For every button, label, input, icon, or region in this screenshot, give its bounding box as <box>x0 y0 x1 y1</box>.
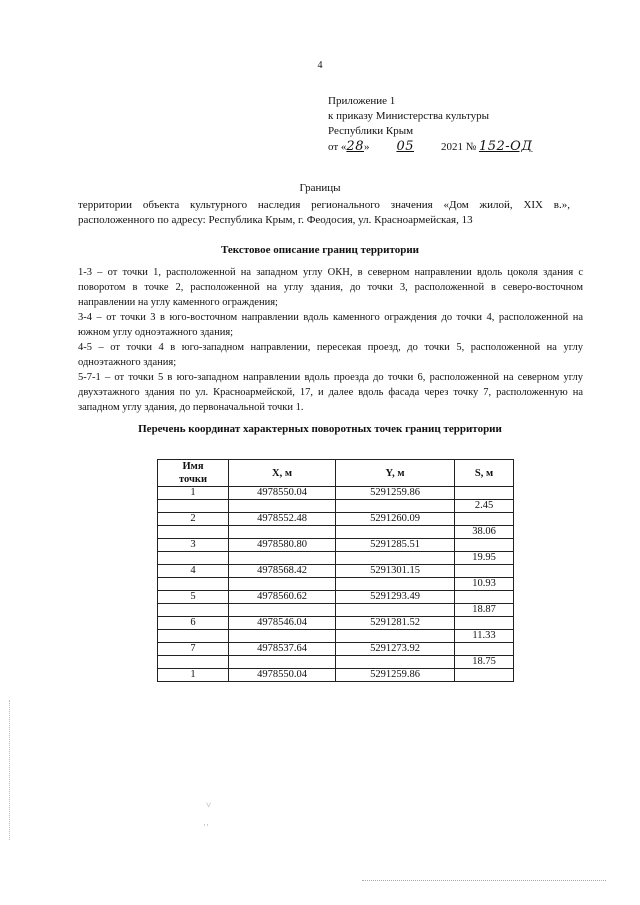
table-row-distance <box>158 604 514 617</box>
cell-s: 18.87 <box>455 604 514 617</box>
cell-s-empty <box>455 487 514 500</box>
appendix-line-3: Республики Крым <box>328 125 414 137</box>
table-row <box>158 643 514 656</box>
table-row <box>158 487 514 500</box>
table-row-distance <box>158 578 514 591</box>
col-x-header: X, м <box>229 460 336 487</box>
cell-empty <box>158 552 229 565</box>
description-heading: Текстовое описание границ территории <box>220 244 420 256</box>
cell-empty <box>229 630 336 643</box>
cell-s: 18.75 <box>455 656 514 669</box>
table-row <box>158 591 514 604</box>
cell-x: 4978568.42 <box>229 565 336 578</box>
cell-x: 4978550.04 <box>229 487 336 500</box>
cell-y: 5291293.49 <box>336 591 455 604</box>
date-year: 2021 № <box>440 141 477 153</box>
cell-s-empty <box>455 643 514 656</box>
col-point-line1: Имя <box>182 461 204 472</box>
cell-empty <box>158 578 229 591</box>
cell-point: 4 <box>158 565 229 578</box>
cell-y: 5291259.86 <box>336 487 455 500</box>
date-mid: » <box>363 141 370 153</box>
cell-empty <box>229 604 336 617</box>
col-point-header <box>158 460 229 487</box>
cell-y: 5291259.86 <box>336 669 455 682</box>
order-number: 152-ОД <box>478 139 533 154</box>
cell-point: 1 <box>158 487 229 500</box>
cell-empty <box>336 526 455 539</box>
cell-point: 1 <box>158 669 229 682</box>
cell-y: 5291260.09 <box>336 513 455 526</box>
cell-point: 2 <box>158 513 229 526</box>
cell-s: 38.06 <box>455 526 514 539</box>
cell-empty <box>229 578 336 591</box>
cell-s: 11.33 <box>455 630 514 643</box>
cell-y: 5291285.51 <box>336 539 455 552</box>
col-y-header: Y, м <box>336 460 455 487</box>
cell-empty <box>229 656 336 669</box>
table-row <box>158 669 514 682</box>
description-paragraph: 1-3 – от точки 1, расположенной на западном углу ОКН, в северном направлении вдоль цоколя здания с поворотом в точке 2, расположенной на углу здания, до точки 3, расположенной в северо-восточном направлении на углу каменного ограждения; <box>78 267 583 308</box>
cell-empty <box>229 552 336 565</box>
cell-empty <box>158 604 229 617</box>
cell-empty <box>158 656 229 669</box>
appendix-date-line <box>328 139 532 155</box>
cell-x: 4978550.04 <box>229 669 336 682</box>
cell-empty <box>336 500 455 513</box>
date-month: 05 <box>396 139 414 154</box>
coordinates-table <box>157 459 514 682</box>
cell-s-empty <box>455 591 514 604</box>
cell-s-empty <box>455 669 514 682</box>
document-subtitle: территории объекта культурного наследия регионального значения «Дом жилой, XIX в.», расположенного по адресу: Республика Крым, г. Феодосия, ул. Красноармейская, 13 <box>78 199 570 226</box>
description-paragraph: 3-4 – от точки 3 в юго-восточном направлении вдоль каменного ограждения до точки 4, расположенной на южном углу одноэтажного здания; <box>78 312 583 338</box>
table-row <box>158 539 514 552</box>
coordinates-heading: Перечень координат характерных поворотных точек границ территории <box>138 423 502 435</box>
cell-s-empty <box>455 565 514 578</box>
appendix-line-2: к приказу Министерства культуры <box>328 110 490 122</box>
cell-y: 5291273.92 <box>336 643 455 656</box>
bottom-rule <box>362 880 606 881</box>
col-point-line2: точки <box>178 474 208 485</box>
cell-s: 2.45 <box>455 500 514 513</box>
appendix-line-1: Приложение 1 <box>328 95 396 107</box>
table-row-distance <box>158 526 514 539</box>
table-row <box>158 617 514 630</box>
cell-s: 10.93 <box>455 578 514 591</box>
cell-point: 5 <box>158 591 229 604</box>
date-prefix: от « <box>328 141 347 153</box>
cell-point: 3 <box>158 539 229 552</box>
cell-s-empty <box>455 513 514 526</box>
cell-x: 4978537.64 <box>229 643 336 656</box>
description-text <box>78 265 583 415</box>
cell-empty <box>336 604 455 617</box>
table-header-row <box>158 460 514 487</box>
cell-empty <box>158 630 229 643</box>
coordinates-table-body <box>158 487 514 682</box>
table-row-distance <box>158 500 514 513</box>
cell-s: 19.95 <box>455 552 514 565</box>
document-title: Границы <box>299 182 341 194</box>
cell-point: 7 <box>158 643 229 656</box>
cell-x: 4978546.04 <box>229 617 336 630</box>
table-row <box>158 565 514 578</box>
cell-empty <box>229 500 336 513</box>
scan-speck: ·· <box>203 820 209 830</box>
description-paragraph: 5-7-1 – от точки 5 в юго-западном направлении вдоль проезда до точки 6, расположенной на северном углу двухэтажного здания по ул. Красноармейской, 17, и далее вдоль фасада через точку 7, расположенную на западном углу здания, до первоначальной точки 1. <box>78 372 583 413</box>
scan-speck: ˅ <box>206 800 212 810</box>
cell-x: 4978560.62 <box>229 591 336 604</box>
cell-empty <box>336 552 455 565</box>
cell-empty <box>158 500 229 513</box>
table-row-distance <box>158 656 514 669</box>
appendix-block <box>328 94 532 155</box>
cell-empty <box>336 656 455 669</box>
cell-x: 4978552.48 <box>229 513 336 526</box>
table-row <box>158 513 514 526</box>
cell-y: 5291301.15 <box>336 565 455 578</box>
cell-empty <box>336 578 455 591</box>
cell-empty <box>336 630 455 643</box>
cell-empty <box>158 526 229 539</box>
cell-s-empty <box>455 617 514 630</box>
scan-edge-marks <box>9 700 10 840</box>
cell-x: 4978580.80 <box>229 539 336 552</box>
cell-s-empty <box>455 539 514 552</box>
col-s-header: S, м <box>455 460 514 487</box>
description-paragraph: 4-5 – от точки 4 в юго-западном направлении, пересекая проезд, до точки 5, расположенной на углу одноэтажного здания; <box>78 342 583 368</box>
cell-empty <box>229 526 336 539</box>
table-row-distance <box>158 630 514 643</box>
cell-point: 6 <box>158 617 229 630</box>
date-day: 28 <box>346 139 364 154</box>
page-number: 4 <box>317 60 323 71</box>
cell-y: 5291281.52 <box>336 617 455 630</box>
table-row-distance <box>158 552 514 565</box>
